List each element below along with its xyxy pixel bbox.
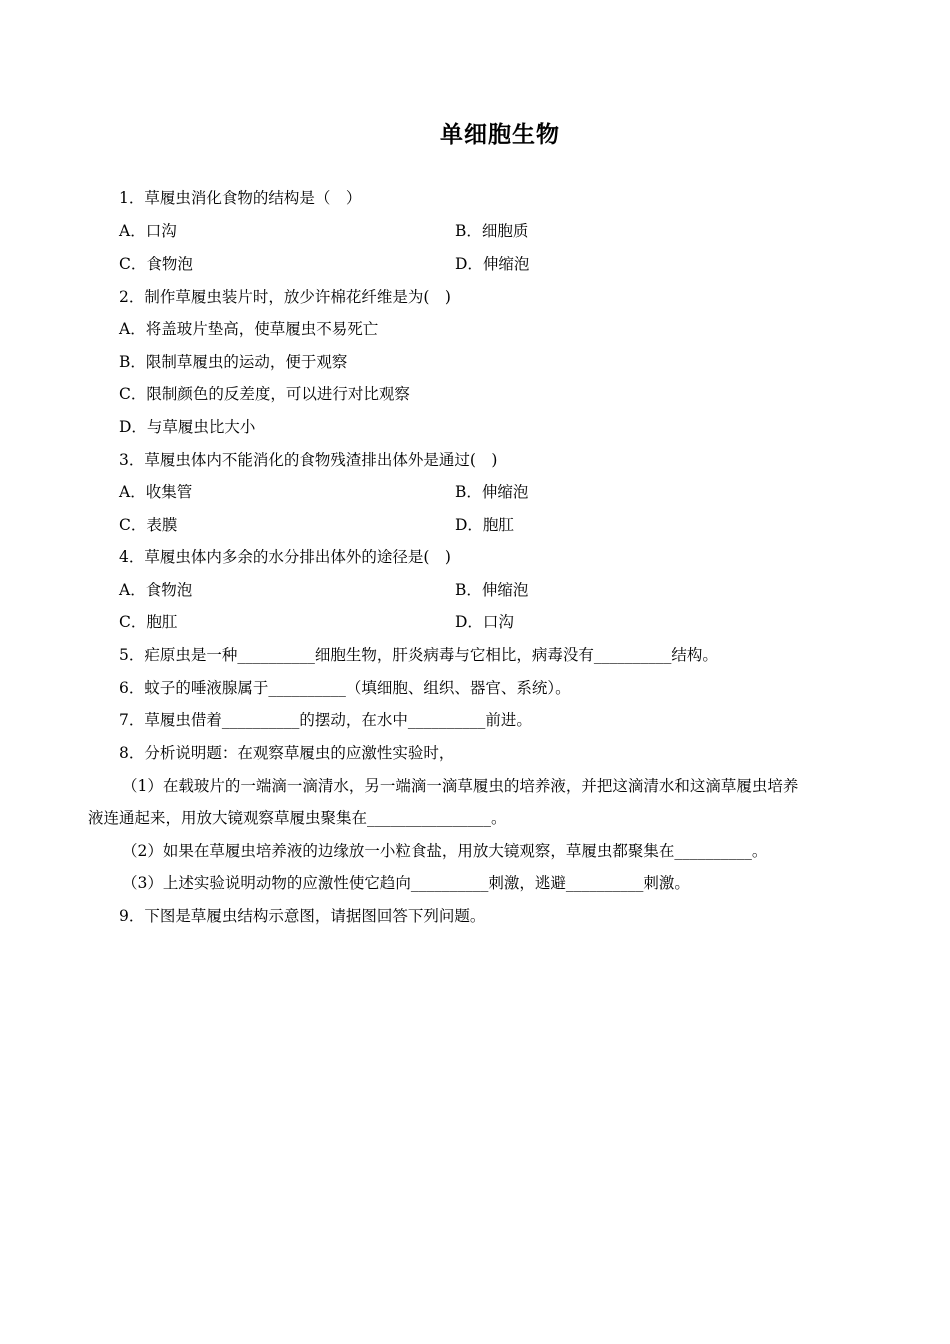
q3-option-d: D．胞肛 bbox=[455, 516, 514, 534]
q1-option-b: B．细胞质 bbox=[455, 222, 529, 240]
q1-option-a: A．口沟 bbox=[119, 222, 177, 240]
q8-stem: 8．分析说明题：在观察草履虫的应激性实验时， bbox=[119, 744, 455, 762]
q4-option-a: A．食物泡 bbox=[119, 581, 193, 599]
q8-part1-line2: 液连通起来，用放大镜观察草履虫聚集在________________。 bbox=[88, 809, 507, 827]
q7-text: 7．草履虫借着__________的摆动，在水中__________前进。 bbox=[119, 711, 532, 729]
q6-text: 6．蚊子的唾液腺属于__________（填细胞、组织、器官、系统）。 bbox=[119, 679, 571, 697]
q3-option-c: C．表膜 bbox=[119, 516, 178, 534]
q4-stem: 4．草履虫体内多余的水分排出体外的途径是( ) bbox=[119, 548, 451, 566]
q8-part1-line1: （1）在载玻片的一端滴一滴清水，另一端滴一滴草履虫的培养液，并把这滴清水和这滴草履虫培养 bbox=[122, 777, 799, 795]
q5-text: 5．疟原虫是一种__________细胞生物，肝炎病毒与它相比，病毒没有__________结构。 bbox=[119, 646, 718, 664]
q4-option-b: B．伸缩泡 bbox=[455, 581, 529, 599]
q1-option-d: D．伸缩泡 bbox=[455, 255, 530, 273]
q2-option-b: B．限制草履虫的运动，便于观察 bbox=[119, 353, 348, 371]
q1-stem: 1．草履虫消化食物的结构是（ ） bbox=[119, 189, 362, 207]
page-title: 单细胞生物 bbox=[440, 122, 560, 148]
q3-option-a: A．收集管 bbox=[119, 483, 193, 501]
q2-option-c: C．限制颜色的反差度，可以进行对比观察 bbox=[119, 385, 410, 403]
q8-part3: （3）上述实验说明动物的应激性使它趋向__________刺激，逃避__________刺激。 bbox=[122, 874, 690, 892]
q2-option-a: A．将盖玻片垫高，使草履虫不易死亡 bbox=[119, 320, 379, 338]
q4-option-c: C．胞肛 bbox=[119, 613, 178, 631]
q9-text: 9．下图是草履虫结构示意图，请据图回答下列问题。 bbox=[119, 907, 486, 925]
q4-option-d: D．口沟 bbox=[455, 613, 514, 631]
q2-option-d: D．与草履虫比大小 bbox=[119, 418, 256, 436]
q1-option-c: C．食物泡 bbox=[119, 255, 193, 273]
q2-stem: 2．制作草履虫装片时，放少许棉花纤维是为( ) bbox=[119, 288, 451, 306]
q3-stem: 3．草履虫体内不能消化的食物残渣排出体外是通过( ) bbox=[119, 451, 498, 469]
q8-part2: （2）如果在草履虫培养液的边缘放一小粒食盐，用放大镜观察，草履虫都聚集在__________。 bbox=[122, 842, 768, 860]
q3-option-b: B．伸缩泡 bbox=[455, 483, 529, 501]
